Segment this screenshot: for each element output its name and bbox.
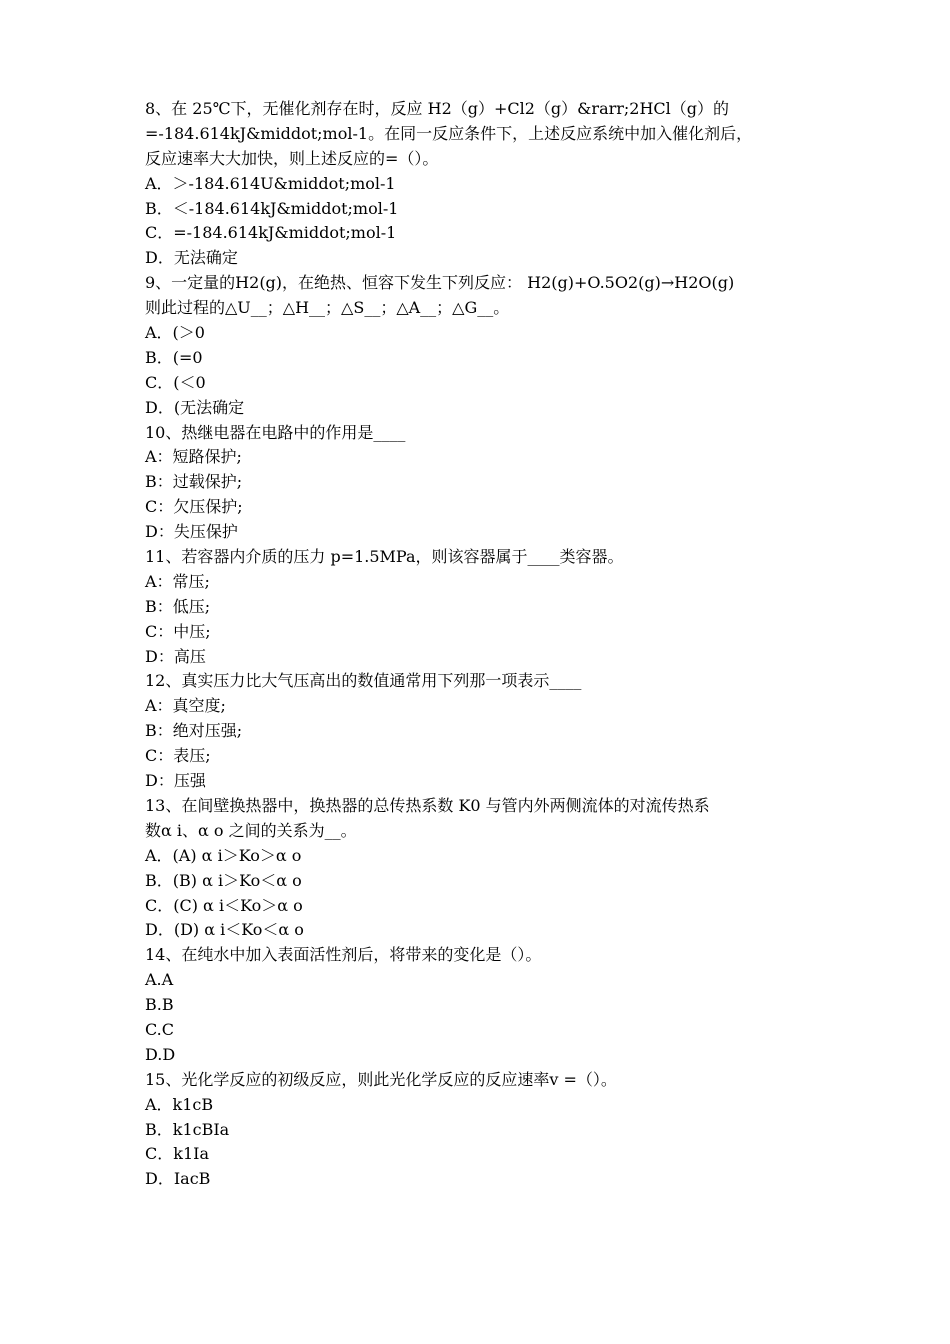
- question-stem-line: 10、热继电器在电路中的作用是____: [145, 422, 406, 442]
- question-stem-line: 13、在间壁换热器中，换热器的总传热系数 K0 与管内外两侧流体的对流传热系: [145, 795, 710, 815]
- option-a: A：真空度;: [145, 696, 226, 716]
- option-d: D．IacB: [145, 1169, 211, 1189]
- option-c: C：欠压保护;: [145, 497, 243, 517]
- option-a: A：常压;: [145, 571, 210, 591]
- option-a: A．(A) α i＞Ko＞α o: [145, 845, 302, 865]
- question-9: [145, 271, 810, 420]
- question-11: [145, 545, 810, 669]
- option-a: A．(＞0: [145, 323, 205, 343]
- option-b: B：绝对压强;: [145, 721, 243, 741]
- option-d: D：高压: [145, 646, 206, 666]
- question-stem-line: 8、在 25℃下，无催化剂存在时，反应 H2（g）+Cl2（g）&rarr;2HCl（g）的: [145, 99, 730, 118]
- question-12: [145, 669, 810, 793]
- option-b: B．(B) α i＞Ko＜α o: [145, 870, 302, 890]
- question-stem-line: 反应速率大大加快，则上述反应的=（）。: [145, 148, 439, 168]
- question-10: [145, 421, 810, 545]
- option-a: A．＞-184.614U&middot;mol-1: [145, 173, 396, 193]
- question-8: [145, 97, 810, 271]
- option-d: D．无法确定: [145, 248, 238, 268]
- question-stem-line: =-184.614kJ&middot;mol-1。在同一反应条件下，上述反应系统中加入催化剂后，: [145, 123, 753, 143]
- question-15: [145, 1068, 810, 1192]
- option-c: C：表压;: [145, 746, 211, 766]
- option-c: C．=-184.614kJ&middot;mol-1: [145, 223, 397, 243]
- option-c: C．k1Ia: [145, 1144, 209, 1164]
- question-14: [145, 943, 810, 1067]
- option-b: B.B: [145, 995, 174, 1015]
- option-b: B．＜-184.614kJ&middot;mol-1: [145, 198, 399, 218]
- option-d: D：失压保护: [145, 522, 238, 542]
- document-page: [145, 97, 810, 1192]
- option-b: B：低压;: [145, 596, 211, 616]
- option-d: D．(D) α i＜Ko＜α o: [145, 920, 304, 940]
- question-stem-line: 14、在纯水中加入表面活性剂后，将带来的变化是（）。: [145, 945, 542, 965]
- question-stem-line: 9、一定量的H2(g)，在绝热、恒容下发生下列反应： H2(g)+O.5O2(g)→H2O(g): [145, 273, 735, 293]
- option-b: B．(=0: [145, 347, 203, 367]
- option-a: A：短路保护;: [145, 447, 242, 467]
- question-stem-line: 则此过程的△U__；△H__；△S__；△A__；△G__。: [145, 298, 510, 318]
- question-stem-line: 15、光化学反应的初级反应，则此光化学反应的反应速率v =（）。: [145, 1069, 617, 1089]
- question-stem-line: 11、若容器内介质的压力 p=1.5MPa，则该容器属于____类容器。: [145, 547, 624, 567]
- option-c: C.C: [145, 1019, 174, 1039]
- question-stem-line: 12、真实压力比大气压高出的数值通常用下列那一项表示____: [145, 671, 582, 691]
- option-b: B．k1cBIa: [145, 1119, 230, 1139]
- option-a: A.A: [145, 970, 174, 990]
- option-d: D.D: [145, 1044, 176, 1064]
- option-b: B：过载保护;: [145, 472, 243, 492]
- option-c: C：中压;: [145, 621, 211, 641]
- option-d: D：压强: [145, 771, 206, 791]
- question-stem-line: 数α i、α o 之间的关系为__。: [145, 820, 357, 840]
- option-a: A．k1cB: [145, 1094, 214, 1114]
- question-13: [145, 794, 810, 943]
- option-c: C．(＜0: [145, 372, 206, 392]
- option-c: C．(C) α i＜Ko＞α o: [145, 895, 303, 915]
- option-d: D．(无法确定: [145, 397, 245, 417]
